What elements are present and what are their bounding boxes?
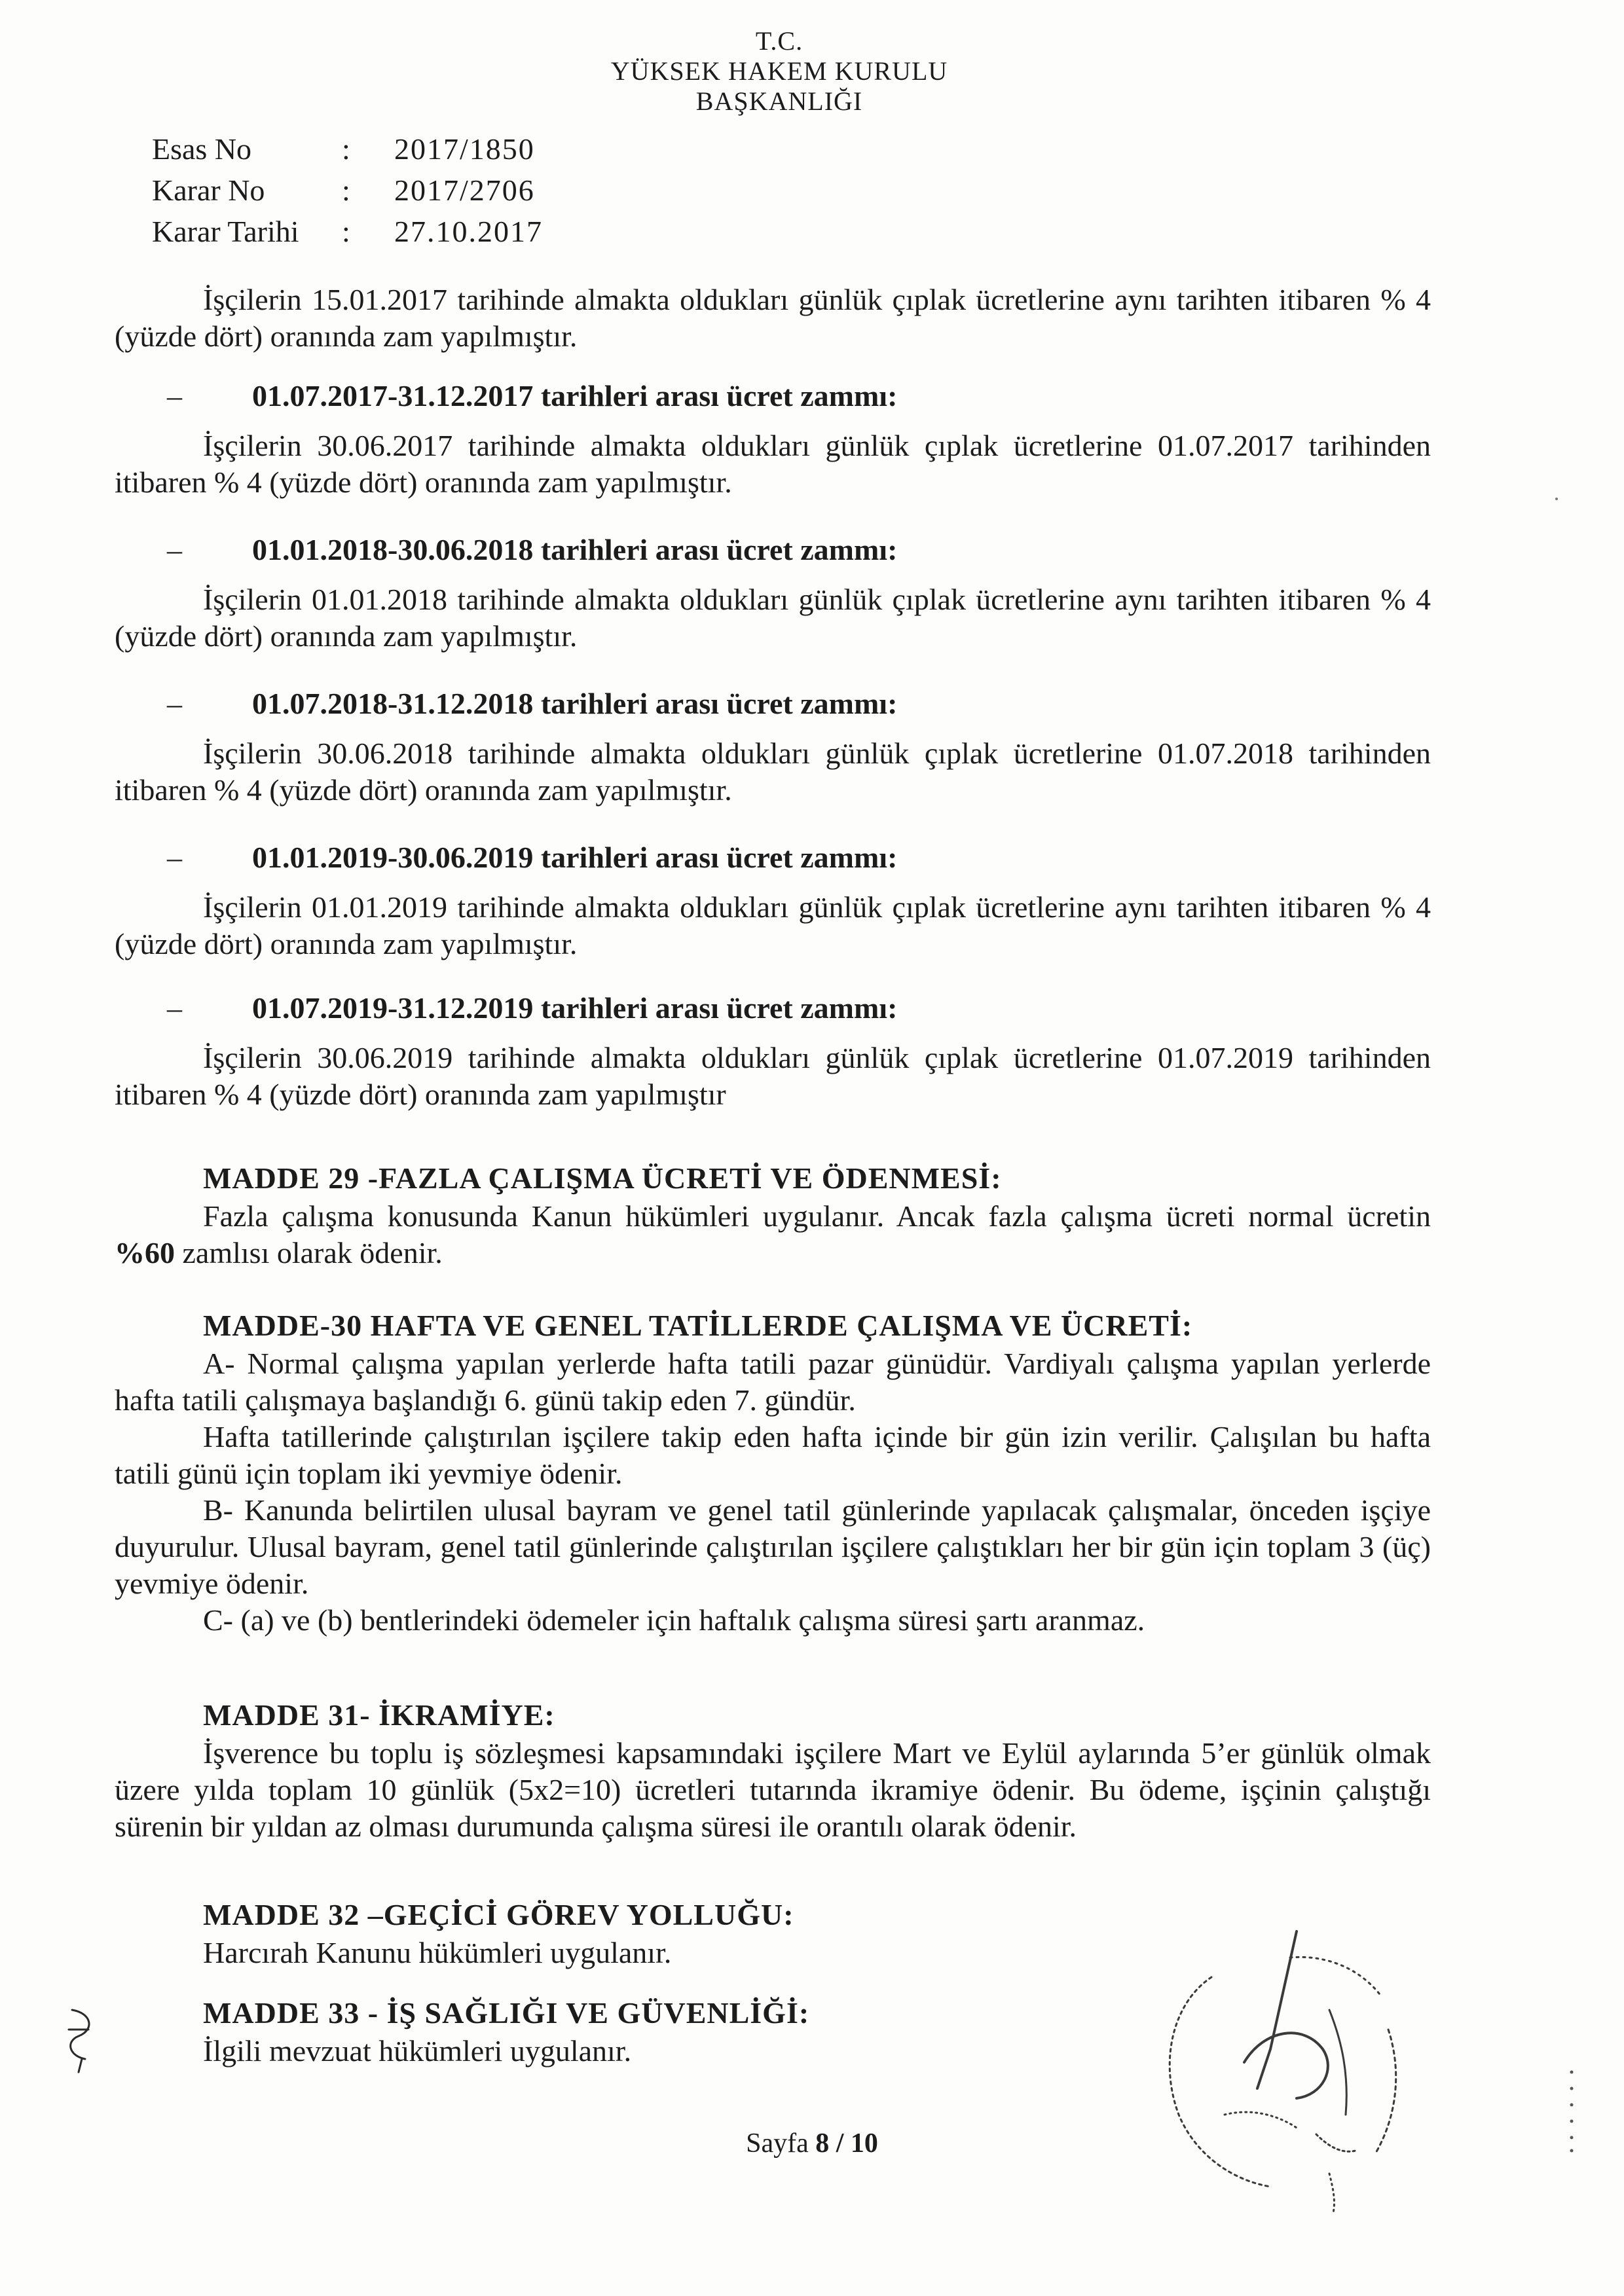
period-title: 01.07.2017-31.12.2017 tarihleri arası ücret zammı: — [252, 379, 898, 412]
institution-header — [537, 26, 1022, 117]
speck-icon — [1554, 496, 1559, 501]
article-title: MADDE 33 - İŞ SAĞLIĞI VE GÜVENLİĞİ: — [203, 1996, 810, 2030]
header-tc: T.C. — [755, 26, 803, 56]
dash-mark: – — [167, 991, 182, 1025]
meta-row-karar — [152, 170, 543, 211]
page-label: Sayfa — [746, 2128, 816, 2159]
page-number: 8 / 10 — [815, 2128, 878, 2159]
article-31 — [115, 1696, 1431, 1845]
meta-label: Karar Tarihi — [152, 215, 299, 248]
period-heading — [115, 684, 1431, 723]
article-paragraph-c: C- (a) ve (b) bentlerindeki ödemeler için haftalık çalışma süresi şartı aranmaz. — [203, 1603, 1145, 1637]
article-title: MADDE-30 HAFTA VE GENEL TATİLLERDE ÇALIŞMA VE ÜCRETİ: — [203, 1309, 1193, 1342]
article-paragraph-a2: Hafta tatillerinde çalıştırılan işçilere takip eden hafta içinde bir gün izin verilir. Çalışılan bu hafta tatili günü için toplam iki yevmiye ödenir. — [115, 1420, 1431, 1490]
period-paragraph: İşçilerin 30.06.2018 tarihinde almakta oldukları günlük çıplak ücretlerine 01.07.2018 tarihinden itibaren % 4 (yüzde dört) oranında zam yapılmıştır. — [115, 737, 1431, 807]
meta-colon: : — [342, 173, 350, 207]
period-2 — [115, 530, 1431, 655]
dash-mark: – — [167, 687, 182, 720]
period-heading — [115, 989, 1431, 1028]
meta-label: Karar No — [152, 173, 265, 207]
meta-value: 2017/1850 — [394, 132, 535, 166]
article-paragraph — [115, 1198, 1431, 1271]
header-institution: YÜKSEK HAKEM KURULU — [610, 56, 948, 86]
period-title: 01.01.2019-30.06.2019 tarihleri arası ücret zammı: — [252, 841, 898, 874]
article-paragraph-a: A- Normal çalışma yapılan yerlerde hafta tatili pazar günüdür. Vardiyalı çalışma yapılan yerlerde hafta tatili çalışmaya başlandığı 6. günü takip eden 7. gündür. — [115, 1347, 1431, 1417]
article-text: zamlısı olarak ödenir. — [175, 1236, 443, 1269]
period-3 — [115, 684, 1431, 809]
meta-colon: : — [342, 132, 350, 166]
dash-mark: – — [167, 533, 182, 566]
period-paragraph: İşçilerin 30.06.2019 tarihinde almakta oldukları günlük çıplak ücretlerine 01.07.2019 tarihinden itibaren % 4 (yüzde dört) oranında zam yapılmıştır — [115, 1041, 1431, 1111]
period-paragraph: İşçilerin 01.01.2019 tarihinde almakta oldukları günlük çıplak ücretlerine aynı tarihten itibaren % 4 (yüzde dört) oranında zam yapılmıştır. — [115, 890, 1431, 960]
page-footer — [0, 2128, 1624, 2159]
meta-value: 27.10.2017 — [394, 215, 543, 248]
article-paragraph-b: B- Kanunda belirtilen ulusal bayram ve genel tatil günlerinde yapılacak çalışmalar, önceden işçiye duyurulur. Ulusal bayram, genel tatil günlerinde çalıştırılan işçilere çalıştıkları her bir gün için toplam 3 (üç) yevmiye ödenir. — [115, 1493, 1431, 1600]
period-paragraph: İşçilerin 01.01.2018 tarihinde almakta oldukları günlük çıplak ücretlerine aynı tarihten itibaren % 4 (yüzde dört) oranında zam yapılmıştır. — [115, 583, 1431, 653]
intro-block — [115, 282, 1431, 355]
period-paragraph: İşçilerin 30.06.2017 tarihinde almakta oldukları günlük çıplak ücretlerine 01.07.2017 tarihinden itibaren % 4 (yüzde dört) oranında zam yapılmıştır. — [115, 429, 1431, 499]
article-29 — [115, 1159, 1431, 1271]
dash-mark: – — [167, 379, 182, 412]
intro-paragraph: İşçilerin 15.01.2017 tarihinde almakta oldukları günlük çıplak ücretlerine aynı tarihten itibaren % 4 (yüzde dört) oranında zam yapılmıştır. — [115, 283, 1431, 353]
meta-label: Esas No — [152, 132, 252, 166]
case-metadata — [152, 128, 543, 252]
period-title: 01.01.2018-30.06.2018 tarihleri arası ücret zammı: — [252, 533, 898, 566]
period-title: 01.07.2019-31.12.2019 tarihleri arası ücret zammı: — [252, 991, 898, 1025]
article-paragraph: Harcırah Kanunu hükümleri uygulanır. — [203, 1936, 672, 1969]
period-1 — [115, 376, 1431, 501]
article-title: MADDE 32 –GEÇİCİ GÖREV YOLLUĞU: — [203, 1898, 794, 1931]
period-title: 01.07.2018-31.12.2018 tarihleri arası ücret zammı: — [252, 687, 898, 720]
meta-colon: : — [342, 215, 350, 248]
period-4 — [115, 838, 1431, 962]
article-text: Fazla çalışma konusunda Kanun hükümleri uygulanır. Ancak fazla çalışma ücreti normal ücretin — [203, 1199, 1431, 1233]
meta-value: 2017/2706 — [394, 173, 535, 207]
article-30 — [115, 1306, 1431, 1639]
article-percentage: %60 — [115, 1236, 175, 1269]
article-title: MADDE 31- İKRAMİYE: — [203, 1698, 555, 1732]
margin-initial-icon — [59, 2003, 105, 2075]
article-paragraph: İşverence bu toplu iş sözleşmesi kapsamındaki işçilere Mart ve Eylül aylarında 5’er günlük olmak üzere yılda toplam 10 günlük (5x2=10) ücretleri tutarında ikramiye ödenir. Bu ödeme, işçinin çalıştığı sürenin bir yıldan az olması durumunda çalışma süresi ile orantılı olarak ödenir. — [115, 1736, 1431, 1843]
period-heading — [115, 376, 1431, 416]
period-5 — [115, 989, 1431, 1113]
dash-mark: – — [167, 841, 182, 874]
meta-row-esas — [152, 128, 543, 170]
period-heading — [115, 530, 1431, 570]
meta-row-tarih — [152, 211, 543, 252]
header-presidency: BAŞKANLIĞI — [695, 86, 863, 116]
period-heading — [115, 838, 1431, 877]
article-paragraph: İlgili mevzuat hükümleri uygulanır. — [203, 2034, 632, 2068]
article-title: MADDE 29 -FAZLA ÇALIŞMA ÜCRETİ VE ÖDENMESİ: — [203, 1161, 1002, 1195]
stamp-signature-icon — [1133, 1918, 1480, 2232]
